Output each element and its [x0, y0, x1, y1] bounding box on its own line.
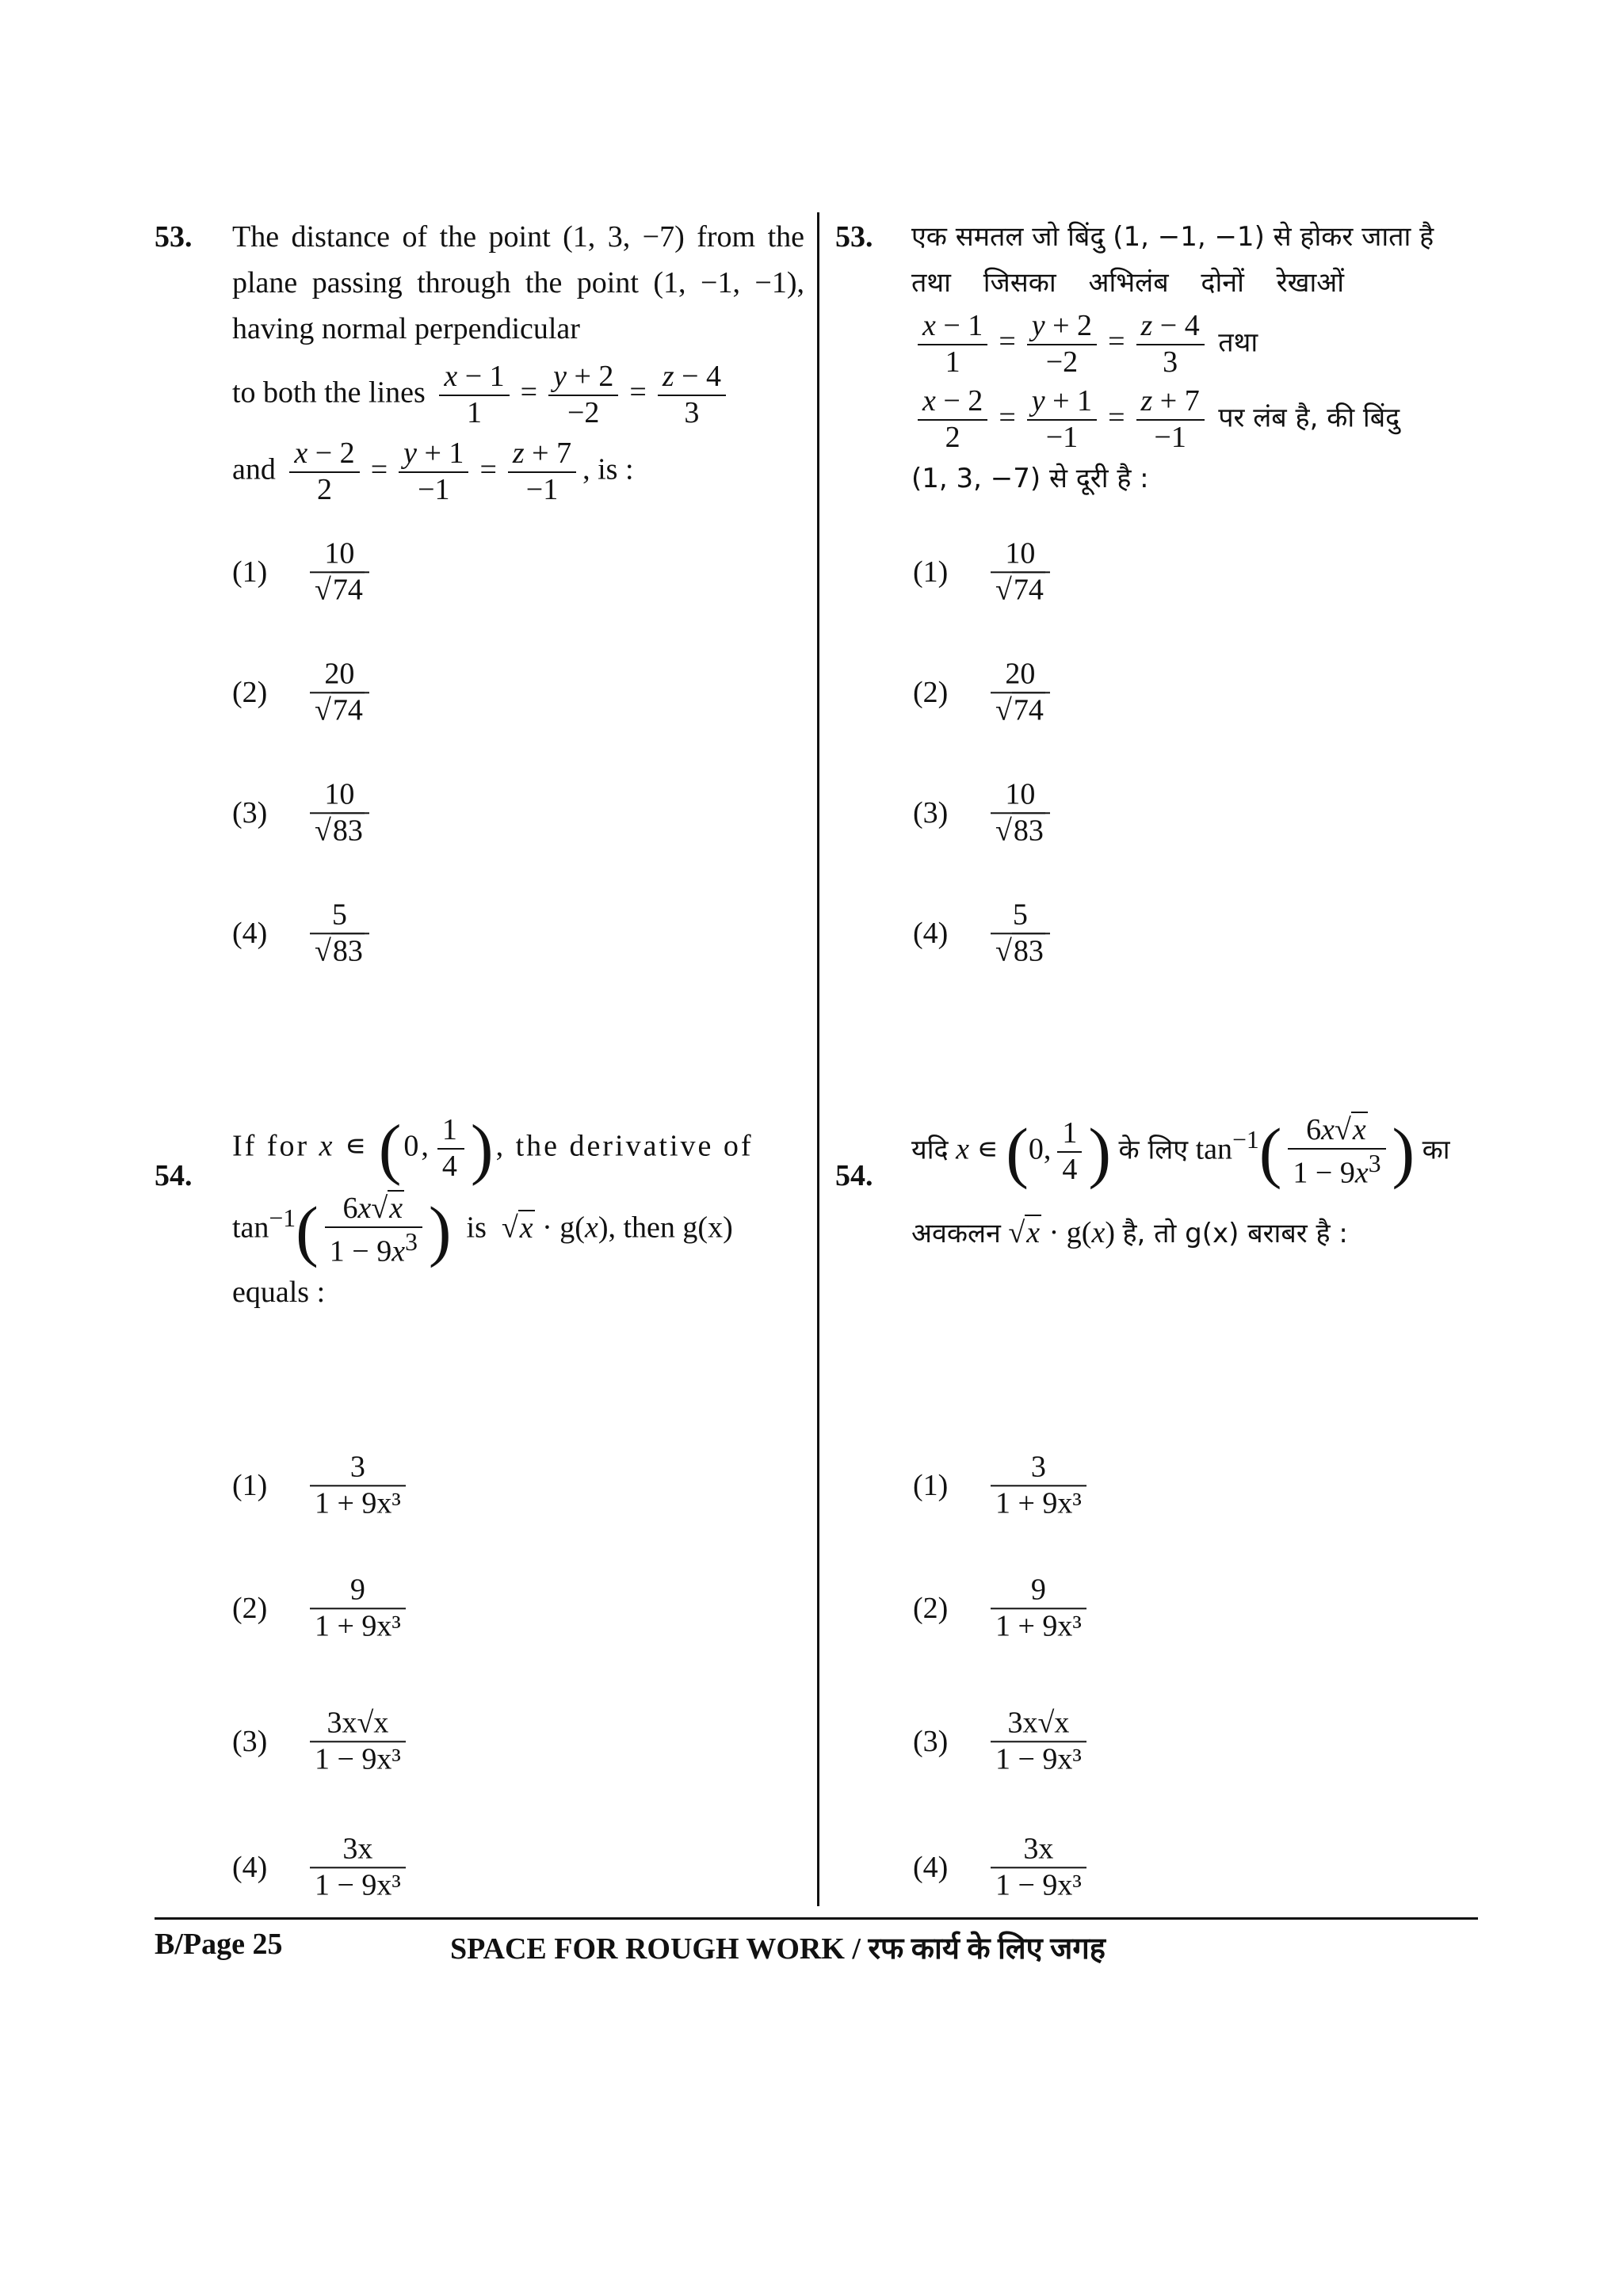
option-label: (1): [913, 555, 949, 589]
lines-row-2: $\frac{x - 2}{2}$ = $\frac{y + 1}{-1}$ = $\frac{z + 7}{-1}$ पर लंब है, की बिंदु: [911, 384, 1485, 455]
page-number: B/Page 25: [155, 1928, 283, 1961]
derivative-of: , the derivative of: [495, 1129, 754, 1163]
rough-work-text: SPACE FOR ROUGH WORK / रफ कार्य के लिए जगह: [450, 1932, 1106, 1966]
hindi-line-1: एक समतल जो बिंदु (1, −1, −1) से होकर जाता है: [911, 221, 1434, 253]
option-value: [310, 1706, 406, 1776]
option-label: (4): [232, 917, 268, 950]
question-number: 53.: [835, 220, 873, 254]
option-label: (3): [232, 1725, 268, 1758]
question-stem-1: If for x ∊ (0, $\frac{1}{4}$ ), the derivative of: [232, 1110, 754, 1187]
option-value: [991, 1573, 1086, 1643]
yadi-label: यदि: [911, 1134, 949, 1166]
par-lamb-label: पर लंब है, की बिंदु: [1218, 402, 1400, 434]
option-value: [310, 1832, 406, 1902]
fraction-den: 1 − 9x³: [315, 1868, 401, 1901]
question-number: 54.: [835, 1159, 873, 1192]
fraction-num: 3x: [991, 1832, 1086, 1868]
question-stem: The distance of the point (1, 3, −7) from the plane passing through the point (1, −1, −1), having normal perpendicular: [232, 220, 804, 345]
ke-liye-label: के लिए: [1118, 1134, 1189, 1166]
option-value: $\frac{20}{√74}$: [991, 657, 1050, 727]
column-divider: [817, 212, 819, 1906]
option-label: (3): [232, 796, 268, 830]
fraction: $\frac{z - 4}{3}$: [658, 360, 726, 430]
fraction-den: 74: [332, 693, 363, 727]
fraction-num: 5: [310, 898, 369, 934]
lines-prefix: to both the lines: [232, 376, 426, 410]
fraction-num: 3: [991, 1450, 1086, 1486]
question-number: 54.: [155, 1159, 193, 1192]
option-label: (4): [913, 1851, 949, 1884]
fraction: $\frac{x - 2}{2}$: [289, 437, 359, 507]
option-value: [991, 1832, 1086, 1902]
fraction-den: 1 − 9x³: [315, 1742, 401, 1775]
option-label: (4): [913, 917, 949, 950]
fraction-den: 1 − 9x³: [995, 1868, 1082, 1901]
fraction-den: 83: [1013, 934, 1044, 967]
fraction-den: 1 + 9x³: [315, 1486, 401, 1520]
question-text: [232, 1110, 804, 1315]
then-label: , then g(x): [608, 1211, 733, 1245]
fraction-num: 20: [991, 657, 1050, 693]
question-text: [232, 214, 804, 508]
fraction-den: 74: [332, 573, 363, 606]
option-value: $\frac{5}{√83}$: [991, 898, 1050, 968]
fraction: $\frac{y + 2}{-2}$: [548, 360, 618, 430]
fraction-num: 10: [310, 536, 369, 573]
fraction-den: 1 − 9x³: [995, 1742, 1082, 1775]
fraction-num: 9: [310, 1573, 406, 1609]
fraction-den: 74: [1013, 693, 1044, 727]
interval-den: 4: [441, 1149, 460, 1183]
lines-row-1: $\frac{x - 1}{1}$ = $\frac{y + 2}{-2}$ = $\frac{z - 4}{3}$ तथा: [911, 309, 1485, 379]
question-text: [911, 1113, 1485, 1257]
fraction-num: 3: [310, 1450, 406, 1486]
option-value: $\frac{10}{√83}$: [310, 777, 369, 848]
option-value: [310, 1450, 406, 1520]
option-label: (3): [913, 796, 949, 830]
hindi-line-end: (1, 3, −7) से दूरी है :: [911, 462, 1149, 494]
fraction-num: 5: [991, 898, 1050, 934]
question-suffix: , is :: [582, 452, 634, 486]
question-53-en: [155, 214, 804, 1030]
option-value: $\frac{5}{√83}$: [310, 898, 369, 968]
lines-row-1: to both the lines $\frac{x - 1}{1}$ = $\frac{y + 2}{-2}$ = $\frac{z - 4}{3}$: [232, 360, 804, 430]
fraction: $\frac{y + 1}{-1}$: [399, 437, 468, 507]
option-value: $\frac{10}{√83}$: [991, 777, 1050, 848]
is-label: is: [466, 1211, 487, 1245]
option-label: (1): [232, 1469, 268, 1502]
if-for: If for: [232, 1129, 310, 1163]
fraction: $\frac{x - 1}{1}$: [439, 360, 509, 430]
avakalan-label: अवकलन: [911, 1218, 1001, 1250]
equals-label: equals :: [232, 1276, 326, 1310]
hindi-line-2: तथा जिसका अभिलंब दोनों रेखाओं: [911, 267, 1345, 299]
lines-row-2: and $\frac{x - 2}{2}$ = $\frac{y + 1}{-1}$ = $\frac{z + 7}{-1}$ , is :: [232, 437, 634, 507]
option-label: (3): [913, 1725, 949, 1758]
question-stem-2: अवकलन √x · g(x) है, तो g(x) बराबर है :: [911, 1216, 1348, 1250]
option-label: (1): [232, 555, 268, 589]
line2-suffix: है, तो g(x) बराबर है :: [1122, 1218, 1348, 1250]
tatha-label: तथा: [1218, 326, 1258, 359]
fraction-num: 10: [991, 536, 1050, 573]
question-54-hi: [835, 1113, 1485, 1913]
option-value: $\frac{10}{√74}$: [310, 536, 369, 607]
option-label: (2): [913, 676, 949, 709]
question-number: 53.: [155, 220, 193, 254]
option-value: $\frac{20}{√74}$: [310, 657, 369, 727]
fraction-num: 3x√x: [991, 1706, 1086, 1742]
fraction-num: 3x: [310, 1832, 406, 1868]
option-label: (1): [913, 1469, 949, 1502]
fraction-num: 10: [310, 777, 369, 814]
question-text: [911, 214, 1485, 502]
fraction-den: 83: [332, 814, 363, 847]
and-label: and: [232, 452, 276, 486]
footer-rule: [155, 1917, 1478, 1920]
ka-label: का: [1422, 1134, 1450, 1166]
fraction-den: 1 + 9x³: [315, 1609, 401, 1642]
option-label: (2): [913, 1592, 949, 1625]
fraction-num: 20: [310, 657, 369, 693]
fraction-num: 9: [991, 1573, 1086, 1609]
question-stem-2: $\tan^{-1}$( $\frac{6x√x}{1 - 9x^3}$ ) is √x · g(x), then g(x): [232, 1192, 733, 1269]
fraction-den: 1 + 9x³: [995, 1486, 1082, 1520]
fraction-den: 74: [1013, 573, 1044, 606]
option-label: (2): [232, 1592, 268, 1625]
question-54-en: [155, 1110, 804, 1913]
fraction: $\frac{z + 7}{-1}$: [508, 437, 576, 507]
option-label: (2): [232, 676, 268, 709]
fraction-den: 83: [1013, 814, 1044, 847]
interval-num: 1: [437, 1113, 464, 1150]
option-value: $\frac{10}{√74}$: [991, 536, 1050, 607]
rough-work-label: [450, 1927, 1106, 1968]
fraction-num: 3x√x: [310, 1706, 406, 1742]
interval-open: 0,: [403, 1129, 431, 1163]
fraction-den: 1 + 9x³: [995, 1609, 1082, 1642]
question-stem-1: यदि x ∊ (0, $\frac{1}{4}$ ) के लिए $\tan^{-1}$( $\frac{6x√x}{1 - 9x^3}$ ) का: [911, 1113, 1450, 1191]
option-value: [310, 1573, 406, 1643]
fraction-num: 10: [991, 777, 1050, 814]
option-value: [991, 1450, 1086, 1520]
question-53-hi: [835, 214, 1485, 1030]
option-value: [991, 1706, 1086, 1776]
option-label: (4): [232, 1851, 268, 1884]
fraction-den: 83: [332, 934, 363, 967]
